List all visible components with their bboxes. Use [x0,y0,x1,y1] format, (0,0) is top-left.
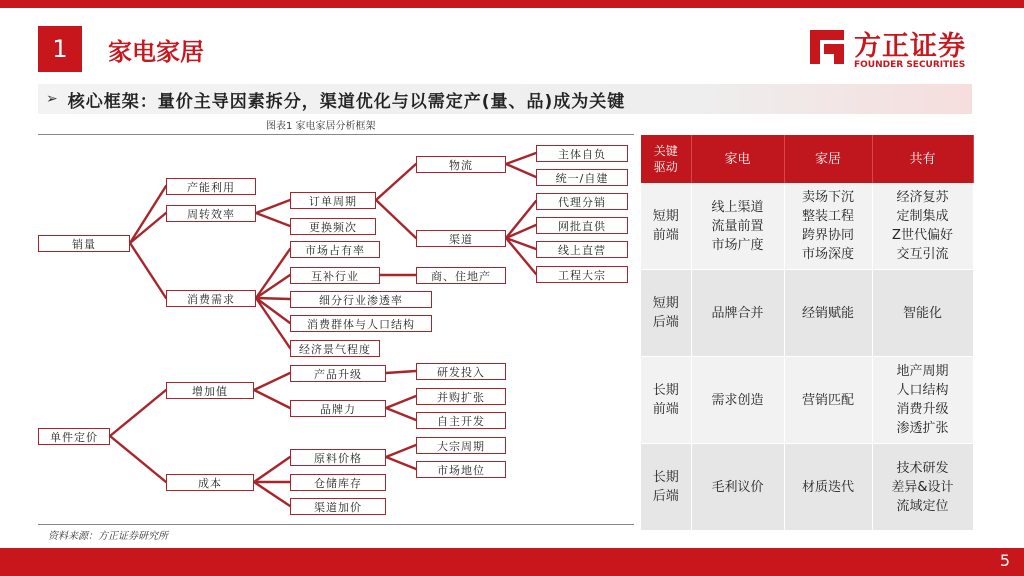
node-real-estate: 商、住地产 [416,267,506,284]
cell-furniture: 卖场下沉 整装工程 跨界协同 市场深度 [784,183,872,270]
node-unified: 统一/自建 [536,169,628,186]
node-online-direct: 线上直营 [536,241,628,258]
logo-chinese-text: 方正证券 [854,31,966,62]
node-channel: 渠道 [416,230,506,247]
figure-caption: 图表1 家电家居分析框架 [266,121,376,132]
table-row [641,357,973,444]
founder-securities-logo [806,22,976,74]
node-sub-penetration: 细分行业渗透率 [290,291,432,308]
node-economy: 经济景气程度 [290,340,380,357]
table-row [641,270,973,357]
header-common: 共有 [872,135,973,183]
node-consumer-group: 消费群体与人口结构 [290,315,432,332]
node-order-cycle: 订单周期 [290,192,376,209]
row-label: 长期 前端 [641,357,691,444]
cell-appliance: 毛利议价 [691,444,784,531]
node-demand: 消费需求 [166,290,256,307]
node-capacity: 产能利用 [166,178,256,195]
table-row [641,444,973,531]
node-unit-price: 单件定价 [38,428,110,445]
key-driver-table [641,135,974,531]
row-label: 长期 后端 [641,444,691,531]
cell-furniture: 营销匹配 [784,357,872,444]
row-label: 短期 后端 [641,270,691,357]
cell-common: 地产周期 人口结构 消费升级 渗透扩张 [872,357,973,444]
cell-furniture: 材质迭代 [784,444,872,531]
header-furniture: 家居 [784,135,872,183]
cell-common: 智能化 [872,270,973,357]
node-logistics: 物流 [416,156,506,173]
table-row [641,183,973,270]
node-value-add: 增加值 [166,382,254,399]
node-engineering: 工程大宗 [536,266,628,283]
figure-bottom-rule [38,524,634,525]
founder-logo-icon [806,26,848,68]
node-commodity-cycle: 大宗周期 [416,437,506,454]
node-cost: 成本 [166,474,254,491]
node-market-position: 市场地位 [416,461,506,478]
page-number: 5 [999,551,1010,570]
node-complement: 互补行业 [290,267,380,284]
node-rd: 研发投入 [416,363,506,380]
node-sales: 销量 [38,235,130,252]
node-self-dev: 自主开发 [416,412,506,429]
section-number: 1 [52,35,68,63]
node-channel-markup: 渠道加价 [290,498,386,515]
cell-common: 技术研发 差异&设计 流域定位 [872,444,973,531]
logo-english-text: FOUNDER SECURITIES [854,60,966,70]
cell-common: 经济复苏 定制集成 Z世代偏好 交互引流 [872,183,973,270]
node-self-owned: 主体自负 [536,145,628,162]
subtitle-text: 核心框架：量价主导因素拆分，渠道优化与以需定产(量、品)成为关键 [67,91,626,112]
row-label: 短期 前端 [641,183,691,270]
cell-furniture: 经销赋能 [784,270,872,357]
node-mna: 并购扩张 [416,388,506,405]
section-title: 家电家居 [108,38,204,66]
header-appliance: 家电 [691,135,784,183]
node-brand-power: 品牌力 [290,400,386,417]
node-raw-price: 原料价格 [290,449,386,466]
node-market-share: 市场占有率 [290,241,380,258]
node-warehouse: 仓储库存 [290,474,386,491]
footer-bar [0,548,1024,576]
node-replace-freq: 更换频次 [290,218,376,235]
node-turnover: 周转效率 [166,205,256,222]
cell-appliance: 品牌合并 [691,270,784,357]
figure-source: 资料来源：方正证券研究所 [48,531,168,542]
cell-appliance: 线上渠道 流量前置 市场广度 [691,183,784,270]
arrow-bullet-icon: ➢ [46,91,58,107]
cell-appliance: 需求创造 [691,357,784,444]
node-agent: 代理分销 [536,193,628,210]
header-key-driver: 关键 驱动 [641,135,691,183]
node-product-upgrade: 产品升级 [290,365,386,382]
table-header-row [641,135,973,183]
node-online-wholesale: 网批直供 [536,217,628,234]
